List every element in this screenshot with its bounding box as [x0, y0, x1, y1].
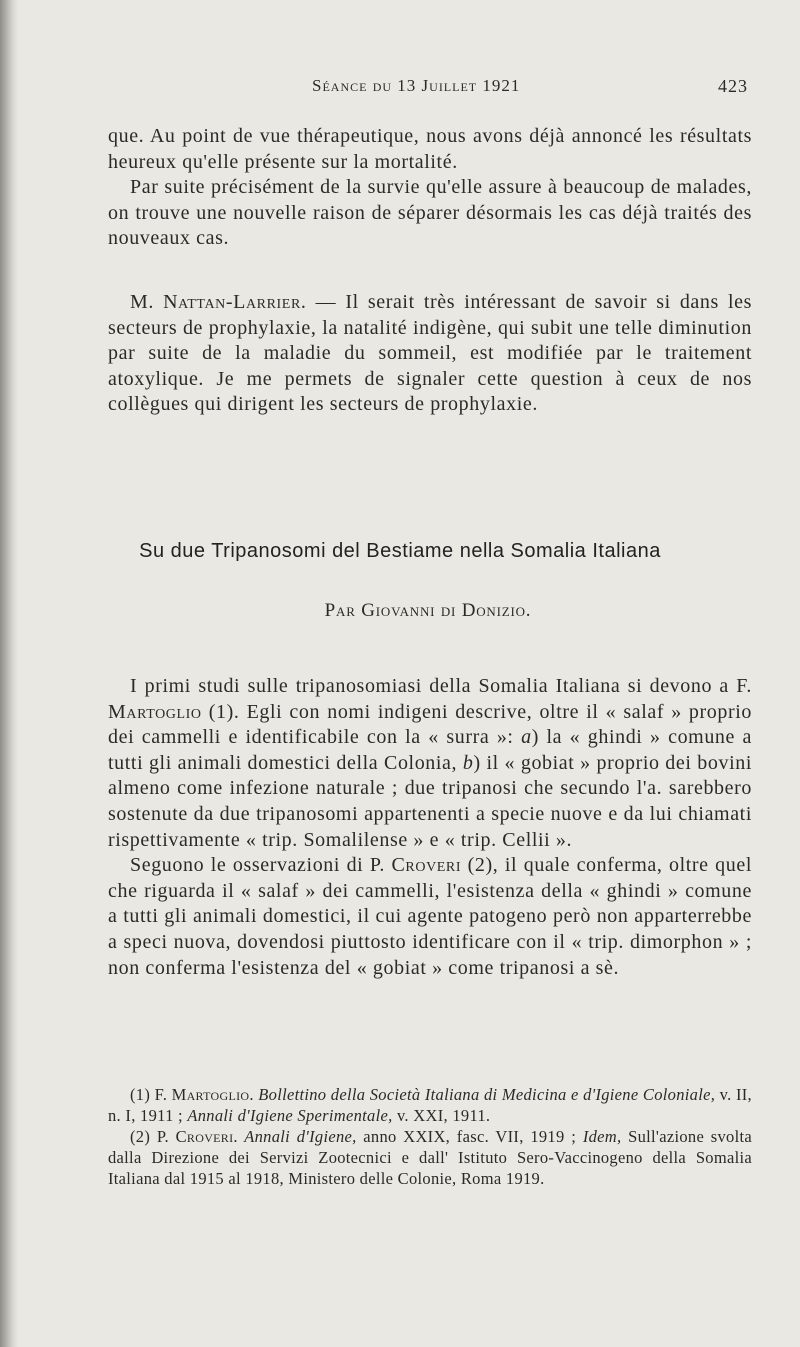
- speaker-name: M. Nattan-Larrier.: [130, 291, 307, 313]
- article-title: Su due Tripanosomi del Bestiame nella Somalia Italiana: [139, 540, 661, 562]
- idem-marker: Idem,: [582, 1127, 622, 1146]
- footnote-1: [108, 1084, 752, 1126]
- footnote-2: [108, 1126, 752, 1189]
- journal-title: Bollettino della Società Italiana di Medicina e d'Igiene Coloniale,: [253, 1085, 716, 1104]
- article-paragraph: [108, 674, 752, 853]
- running-head: [0, 76, 800, 104]
- text-run: anno XXIX, fasc. VII, 1919 ;: [356, 1127, 583, 1146]
- author-name: Croveri: [391, 854, 462, 877]
- author-name: Croveri.: [175, 1127, 238, 1146]
- discussion-paragraph: que. Au point de vue thérapeutique, nous avons déjà annoncé les résultats heureux qu'elle présente sur la mortalité.: [108, 125, 752, 173]
- text-run: I primi studi sulle tripanosomiasi della Somalia Italiana si devono a F.: [130, 675, 752, 697]
- footnote-number: (1) F.: [130, 1085, 172, 1104]
- article-byline: Par Giovanni di Donizio.: [324, 600, 532, 621]
- remark-text: — Il serait très intéressant de savoir si dans les secteurs de prophylaxie, la natalité indigène, qui subit une telle diminution par suite de la maladie du sommeil, est modifiée par le traitement atoxylique. Je me permets de signaler cette question à ceux de nos collègues qui dirigent les secteurs de prophylaxie.: [108, 291, 753, 416]
- discussion-block: [108, 124, 752, 252]
- list-marker: b: [462, 751, 474, 774]
- article-paragraph: [108, 853, 752, 981]
- text-run: Sull'azione svolta dalla Direzione dei Servizi Zootecnici e dall' Istituto Sero-Vaccinogeno della Somalia Italiana dal 1915 al 1918, Ministero delle Colonie, Roma 1919.: [108, 1127, 752, 1188]
- text-run: ) la « ghindi » comune a tutti gli animali domestici della Colonia,: [108, 726, 752, 774]
- discussion-paragraph: [108, 290, 752, 418]
- footnotes: [108, 1084, 752, 1189]
- text-run: v. II, n. I, 1911 ;: [108, 1085, 752, 1125]
- nattan-larrier-remark: [108, 290, 752, 418]
- list-marker: a: [521, 726, 532, 749]
- binding-shadow: [0, 0, 18, 1347]
- footnote-number: (2) P.: [130, 1127, 176, 1146]
- text-run: Seguono le osservazioni di P.: [130, 854, 392, 877]
- text-run: (2), il quale conferma, oltre quel che riguarda il « salaf » dei cammelli, l'esistenza della « ghindi » comune a tutti gli animali domestici, il cui agente patogeno però non apparterrebbe a speci nuova, dovendosi piuttosto identificare con il « trip. dimorphon » ; non conferma l'esistenza del « gobiat » come tripanosi a sè.: [108, 854, 752, 979]
- author-name: Martoglio.: [171, 1085, 254, 1104]
- text-run: v. XXI, 1911.: [392, 1106, 491, 1125]
- article-body: [108, 674, 752, 981]
- text-run: (1). Egli con nomi indigeni descrive, oltre il « salaf » proprio dei cammelli e identificabile con la « surra »:: [108, 700, 752, 749]
- page-number: 423: [718, 76, 748, 96]
- journal-title: Annali d'Igiene Sperimentale,: [187, 1106, 393, 1125]
- running-head-title: Séance du 13 Juillet 1921: [312, 76, 521, 95]
- text-run: ) il « gobiat » proprio dei bovini almeno come infezione naturale ; due tripanosi che secundo l'a. sarebbero sostenute da due tripanosomi appartenenti a specie nuove e da lui chiamati rispettivamente « trip. Somalilense » e « trip. Cellii ».: [108, 751, 752, 851]
- journal-title: Annali d'Igiene,: [237, 1127, 357, 1146]
- discussion-paragraph: Par suite précisément de la survie qu'elle assure à beaucoup de malades, on trouve une nouvelle raison de séparer désormais les cas déjà traités des nouveaux cas.: [108, 176, 752, 250]
- author-name: Martoglio: [108, 700, 202, 723]
